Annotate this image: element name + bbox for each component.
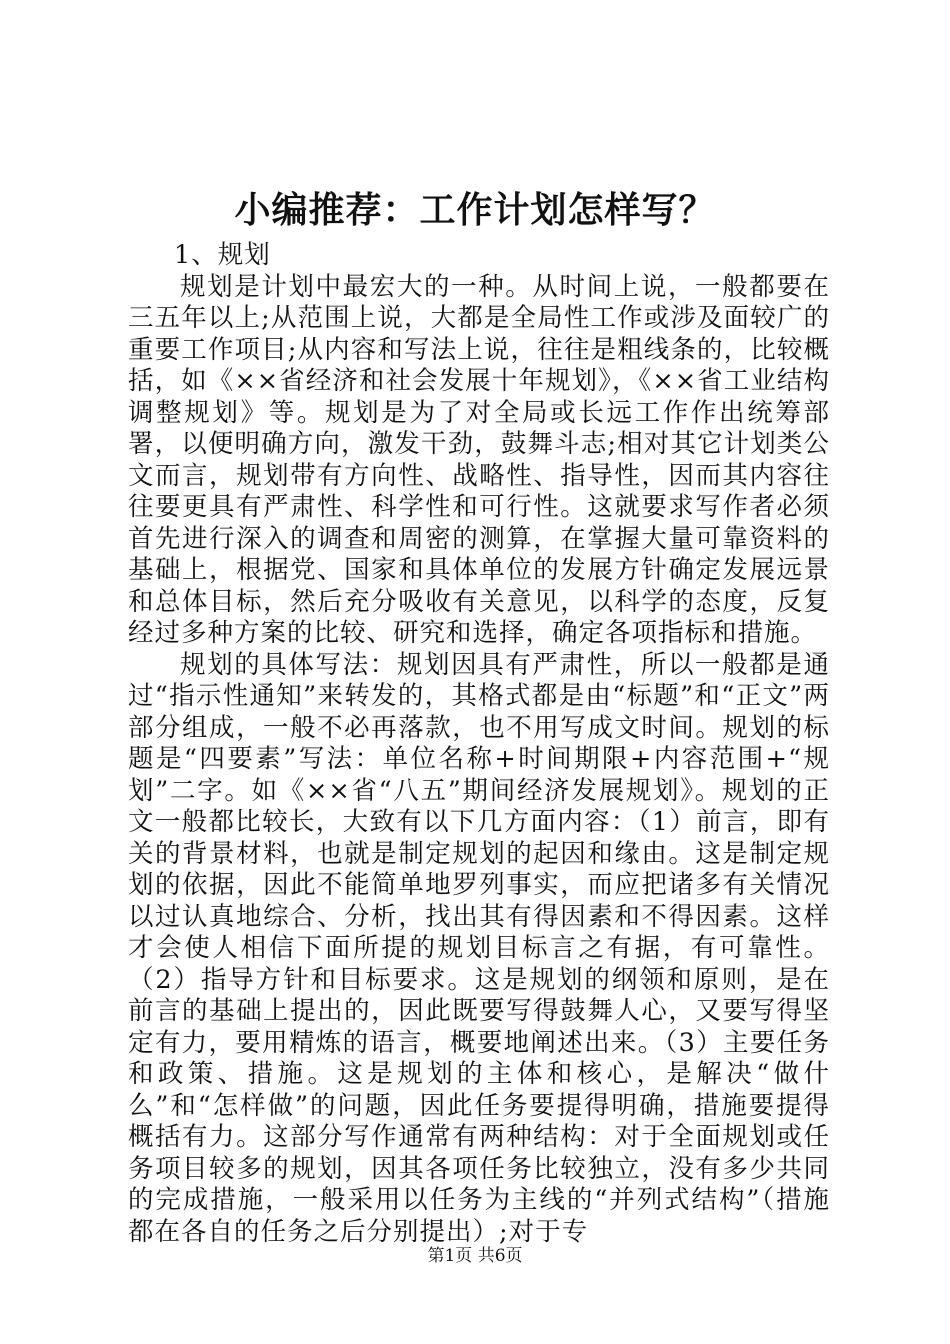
- paragraph-planning-definition: 规划是计划中最宏大的一种。从时间上说，一般都要在三五年以上;从范围上说，大都是全局性工作或涉及面较广的重要工作项目;从内容和写法上说，往往是粗线条的，比较概括，如《××省经济和社会发展十年规划》，《××省工业结构调整规划》等。规划是为了对全局或长远工作作出统筹部署，以便明确方向，激发干劲，鼓舞斗志;相对其它计划类公文而言，规划带有方向性、战略性、指导性，因而其内容往往要更具有严肃性、科学性和可行性。这就要求写作者必须首先进行深入的调查和周密的测算，在掌握大量可靠资料的基础上，根据党、国家和具体单位的发展方针确定发展远景和总体目标，然后充分吸收有关意见，以科学的态度，反复经过多种方案的比较、研究和选择，确定各项指标和措施。: [128, 271, 830, 648]
- page-number-footer: 第1页 共6页: [427, 1246, 523, 1266]
- document-title: 小编推荐：工作计划怎样写？: [234, 189, 716, 231]
- paragraph-planning-writing-method: 规划的具体写法：规划因具有严肃性，所以一般都是通过“指示性通知”来转发的，其格式都是由“标题”和“正文”两部分组成，一般不必再落款，也不用写成文时间。规划的标题是“四要素”写法：单位名称+时间期限+内容范围+“规划”二字。如《××省“八五”期间经济发展规划》。规划的正文一般都比较长，大致有以下几方面内容：（1）前言，即有关的背景材料，也就是制定规划的起因和缘由。这是制定规划的依据，因此不能简单地罗列事实，而应把诸多有关情况以过认真地综合、分析，找出其有得因素和不得因素。这样才会使人相信下面所提的规划目标言之有据，有可靠性。（2）指导方针和目标要求。这是规划的纲领和原则，是在前言的基础上提出的，因此既要写得鼓舞人心，又要写得坚定有力，要用精炼的语言，概要地阐述出来。（3）主要任务和政策、措施。这是规划的主体和核心，是解决“做什么”和“怎样做”的问题，因此任务要提得明确，措施要提得概括有力。这部分写作通常有两种结构：对于全面规划或任务项目较多的规划，因其各项任务比较独立，没有多少共同的完成措施，一般采用以任务为主线的“并列式结构”（措施都在各自的任务之后分别提出）;对于专: [128, 649, 830, 1247]
- section-heading: 1、规划: [174, 240, 271, 270]
- document-body: [128, 240, 830, 1248]
